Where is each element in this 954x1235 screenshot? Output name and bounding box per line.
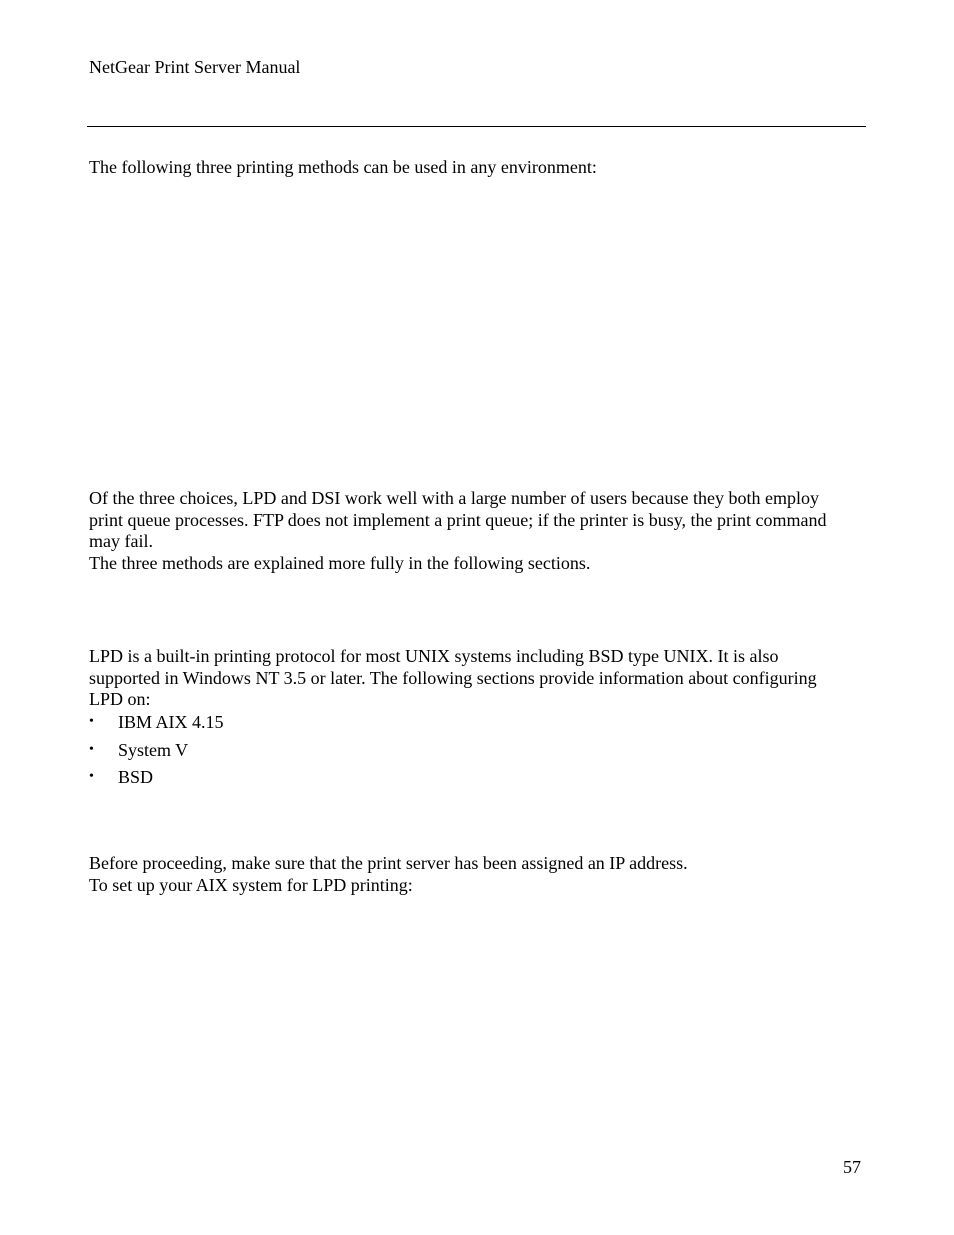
list-item xyxy=(89,711,224,739)
lpd-line-1: LPD is a built-in printing protocol for most UNIX systems including BSD type UNIX. It is also xyxy=(89,646,779,666)
bullet-icon: • xyxy=(89,714,94,729)
list-item-label: BSD xyxy=(118,767,154,787)
lpd-systems-list xyxy=(89,711,224,794)
running-header: NetGear Print Server Manual xyxy=(89,57,301,77)
aix-setup-paragraph xyxy=(89,853,867,896)
list-item xyxy=(89,766,224,794)
aix-line-1: Before proceeding, make sure that the print server has been assigned an IP address. xyxy=(89,853,688,873)
page-number: 57 xyxy=(843,1157,861,1177)
choices-line-4: The three methods are explained more fully in the following sections. xyxy=(89,552,591,573)
lpd-paragraph xyxy=(89,646,867,711)
choices-line-1: Of the three choices, LPD and DSI work well with a large number of users because they both employ xyxy=(89,488,819,508)
intro-line: The following three printing methods can be used in any environment: xyxy=(89,157,597,177)
bullet-icon: • xyxy=(89,769,94,784)
intro-paragraph xyxy=(89,157,867,179)
lpd-line-2: supported in Windows NT 3.5 or later. The following sections provide information about configuring xyxy=(89,667,817,688)
aix-line-2: To set up your AIX system for LPD printing: xyxy=(89,874,413,895)
lpd-line-3: LPD on: xyxy=(89,689,151,709)
choices-paragraph xyxy=(89,488,867,574)
choices-line-2: print queue processes. FTP does not implement a print queue; if the printer is busy, the print command xyxy=(89,509,827,530)
list-item xyxy=(89,739,224,767)
header-divider xyxy=(87,126,866,127)
choices-line-3: may fail. xyxy=(89,531,153,551)
bullet-icon: • xyxy=(89,741,94,757)
list-item-label: System V xyxy=(118,739,189,760)
list-item-label: IBM AIX 4.15 xyxy=(118,712,224,732)
